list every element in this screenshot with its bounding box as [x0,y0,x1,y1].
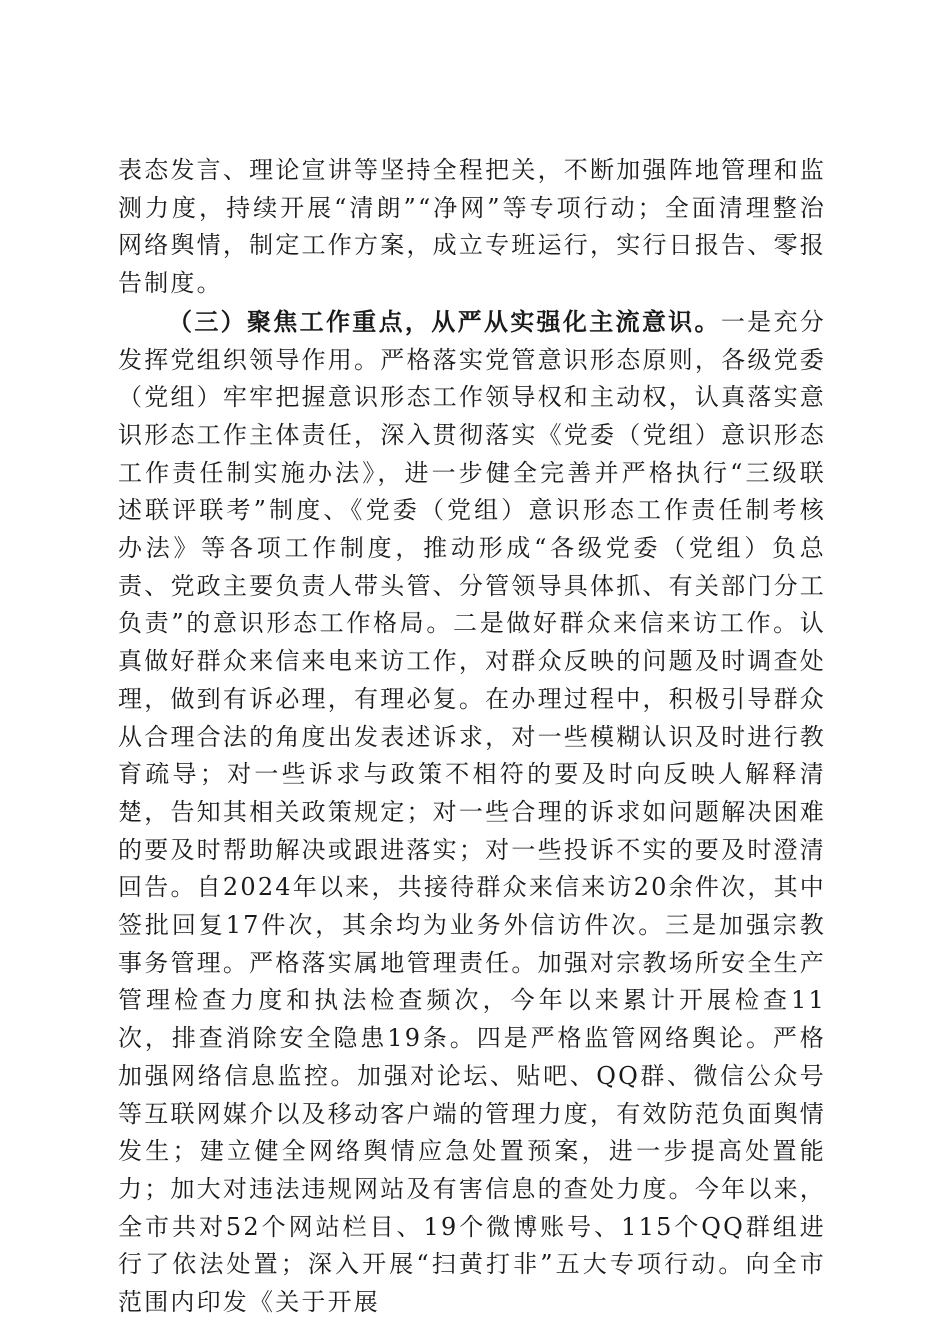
paragraph-section-three [118,303,826,1322]
body-text [118,152,826,1322]
section-heading: （三）聚焦工作重点，从严从实强化主流意识。 [168,306,721,336]
section-body: 一是充分发挥党组织领导作用。严格落实党管意识形态原则，各级党委（党组）牢牢把握意识形态工作领导权和主动权，认真落实意识形态工作主体责任，深入贯彻落实《党委（党组）意识形态工作责任制实施办法》，进一步健全完善并严格执行“三级联述联评联考”制度、《党委（党组）意识形态工作责任制考核办法》等各项工作制度，推动形成“各级党委（党组）负总责、党政主要负责人带头管、分管领导具体抓、有关部门分工负责”的意识形态工作格局。二是做好群众来信来访工作。认真做好群众来信来电来访工作，对群众反映的问题及时调查处理，做到有诉必理，有理必复。在办理过程中，积极引导群众从合理合法的角度出发表述诉求，对一些模糊认识及时进行教育疏导；对一些诉求与政策不相符的要及时向反映人解释清楚，告知其相关政策规定；对一些合理的诉求如问题解决困难的要及时帮助解决或跟进落实；对一些投诉不实的要及时澄清回告。自2024年以来，共接待群众来信来访20余件次，其中签批回复17件次，其余均为业务外信访件次。三是加强宗教事务管理。严格落实属地管理责任。加强对宗教场所安全生产管理检查力度和执法检查频次，今年以来累计开展检查11次，排查消除安全隐患19条。四是严格监管网络舆论。严格加强网络信息监控。加强对论坛、贴吧、QQ群、微信公众号等互联网媒介以及移动客户端的管理力度，有效防范负面舆情发生；建立健全网络舆情应急处置预案，进一步提高处置能力；加大对违法违规网站及有害信息的查处力度。今年以来，全市共对52个网站栏目、19个微博账号、115个QQ群组进行了依法处置；深入开展“扫黄打非”五大专项行动。向全市范围内印发《关于开展 [118,307,826,1317]
paragraph-continued: 表态发言、理论宣讲等坚持全程把关，不断加强阵地管理和监测力度，持续开展“清朗”“净网”等专项行动；全面清理整治网络舆情，制定工作方案，成立专班运行，实行日报告、零报告制度。 [118,156,826,298]
